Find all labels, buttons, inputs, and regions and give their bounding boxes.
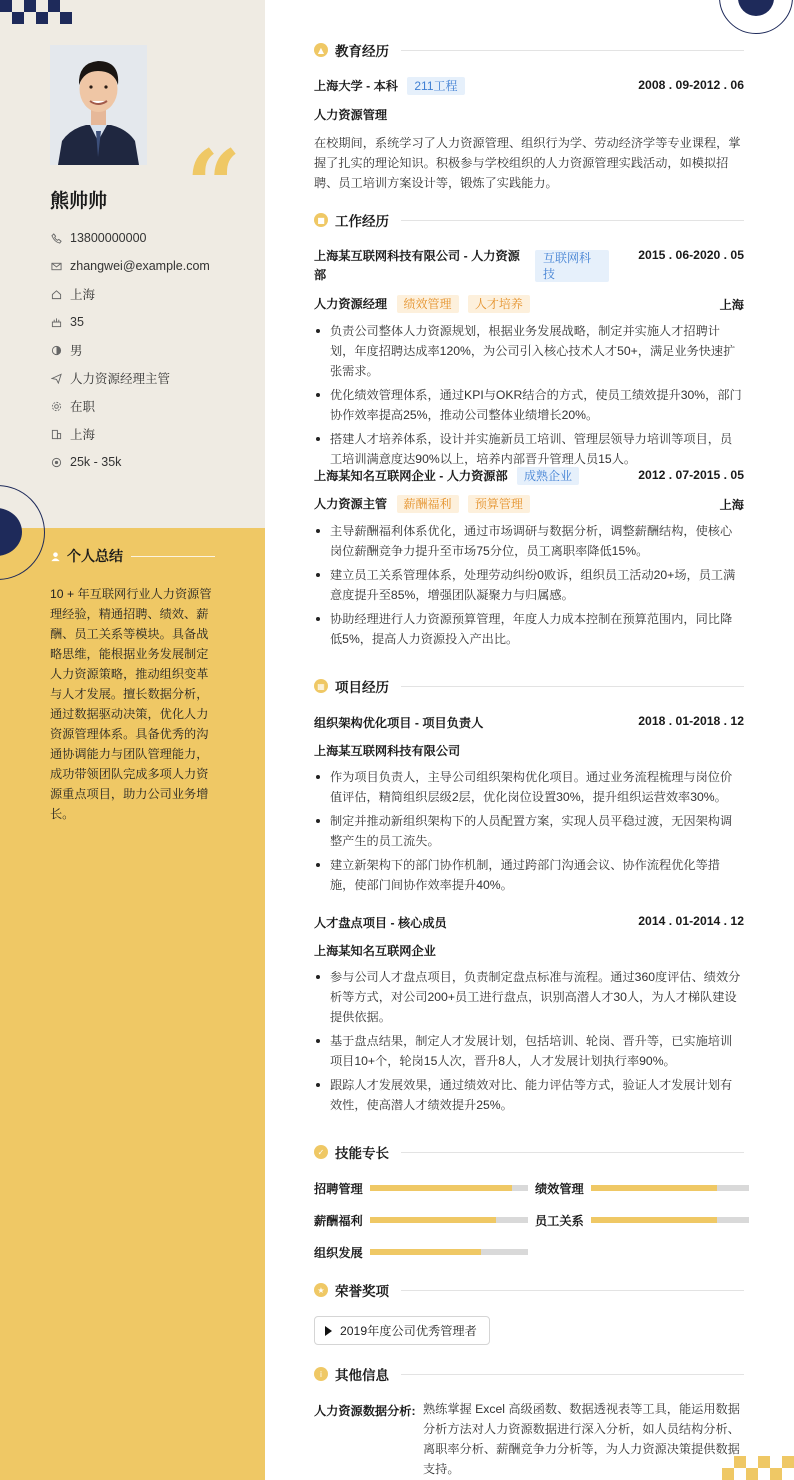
job-industry-tag: 成熟企业: [517, 467, 579, 485]
job-date: 2012 . 07-2015 . 05: [638, 468, 744, 482]
summary-divider: [131, 556, 215, 557]
building-icon: [50, 428, 62, 440]
location-text: 上海: [70, 288, 96, 302]
medal-icon: ★: [314, 1283, 328, 1297]
job-industry-tag: 互联网科技: [535, 250, 609, 282]
education-date: 2008 . 09-2012 . 06: [638, 78, 744, 92]
position-text: 人力资源经理主管: [70, 372, 171, 386]
skill-bar: [591, 1185, 749, 1191]
skill-label: 组织发展: [314, 1246, 363, 1260]
education-header: [314, 40, 744, 60]
coin-icon: [50, 456, 62, 468]
user-icon: [50, 547, 61, 566]
gender-text: 男: [70, 344, 83, 358]
awards-header: [314, 1280, 744, 1300]
list-item: 搭建人才培养体系，设计并实施新员工培训、管理层领导力培训等项目，员工培训满意度达90%以上，培养内部晋升管理人员15人。: [314, 429, 744, 469]
candidate-name: 熊帅帅: [50, 191, 108, 212]
section-divider: [401, 220, 744, 221]
job-position-row: [314, 495, 530, 513]
education-school-row: [314, 77, 465, 95]
project-duties: [314, 767, 744, 899]
thumbs-up-icon: ✓: [314, 1145, 328, 1159]
home-icon: [50, 288, 62, 300]
skill-label: 招聘管理: [314, 1182, 363, 1196]
briefcase-icon: ■: [314, 213, 328, 227]
education-major: 人力资源管理: [314, 108, 388, 122]
skill-bar-fill: [370, 1185, 512, 1191]
skill-bar-fill: [591, 1185, 717, 1191]
quote-mark-icon: “: [186, 129, 242, 242]
summary-text: 10 + 年互联网行业人力资源管理经验，精通招聘、绩效、薪酬、员工关系等模块。具备战略思维，能根据业务发展制定人力资源策略，推动组织变革与人才发展。擅长数据分析，通过数据驱动决策，优化人力资源管理体系。具备优秀的沟通协调能力与团队管理能力，成功带领团队完成多项人力资源重点项目，助力公司业务增长。: [50, 587, 212, 821]
graduation-icon: ▲: [314, 43, 328, 57]
info-position: [50, 364, 210, 392]
summary-title: 个人总结: [67, 548, 123, 564]
list-item: 建立员工关系管理体系，处理劳动纠纷0败诉，组织员工活动20+场，员工满意度提升至85%，增强团队凝聚力与归属感。: [314, 565, 744, 605]
skill-bar: [370, 1185, 528, 1191]
info-age: [50, 308, 210, 336]
skill-bar: [370, 1249, 528, 1255]
job-skill-tag: 绩效管理: [397, 295, 459, 313]
award-chip: [314, 1316, 490, 1345]
school-tag: 211工程: [407, 77, 464, 95]
project-name: 组织架构优化项目 - 项目负责人: [314, 716, 484, 730]
job-skill-tag: 人才培养: [468, 295, 530, 313]
checker-decoration: [0, 0, 80, 28]
job-position-row: [314, 295, 530, 313]
info-phone: [50, 224, 210, 252]
job-position: 人力资源主管: [314, 497, 388, 511]
info-salary: [50, 448, 210, 476]
awards-title: 荣誉奖项: [335, 1284, 389, 1299]
other-header: [314, 1364, 744, 1384]
play-icon: [325, 1326, 332, 1336]
job-company-row: [314, 467, 579, 485]
age-text: 35: [70, 315, 84, 329]
list-item: 优化绩效管理体系，通过KPI与OKR结合的方式，使员工绩效提升30%，部门协作效率提高25%，推动公司整体业绩增长20%。: [314, 385, 744, 425]
contact-info-list: [50, 224, 210, 476]
gender-icon: [50, 344, 62, 356]
job-duties: [314, 521, 744, 653]
list-item: 作为项目负责人，主导公司组织架构优化项目。通过业务流程梳理与岗位价值评估，精简组织层级2层，优化岗位设置30%，提升组织运营效率30%。: [314, 767, 744, 807]
project-name: 人才盘点项目 - 核心成员: [314, 916, 447, 930]
section-divider: [401, 1374, 744, 1375]
section-divider: [401, 50, 744, 51]
gear-icon: [50, 400, 62, 412]
list-item: 跟踪人才发展效果，通过绩效对比、能力评估等方式，验证人才发展计划有效性，使高潜人才绩效提升25%。: [314, 1075, 744, 1115]
profile-photo: [50, 45, 147, 165]
other-title: 其他信息: [335, 1368, 389, 1383]
job-position: 人力资源经理: [314, 297, 388, 311]
list-item: 协助经理进行人力资源预算管理，年度人力成本控制在预算范围内，同比降低5%，提高人力资源投入产出比。: [314, 609, 744, 649]
job-city: 上海: [719, 298, 744, 312]
cake-icon: [50, 316, 62, 328]
info-status: [50, 392, 210, 420]
skill-bar: [591, 1217, 749, 1223]
skill-label: 员工关系: [535, 1214, 584, 1228]
job-company: 上海某互联网科技有限公司 - 人力资源部: [314, 249, 520, 282]
skill-bar: [370, 1217, 528, 1223]
other-text: 熟练掌握 Excel 高级函数、数据透视表等工具，能运用数据分析方法对人力资源数据进行深入分析，如人员结构分析、离职率分析、薪酬竞争力分析等，为人力资源决策提供数据支持。: [423, 1402, 740, 1476]
send-icon: [50, 372, 62, 384]
phone-text: 13800000000: [70, 231, 147, 245]
list-item: 基于盘点结果，制定人才发展计划，包括培训、轮岗、晋升等，已实施培训项目10+个，轮岗15人次，晋升8人，人才发展计划执行率90%。: [314, 1031, 744, 1071]
section-divider: [401, 1152, 744, 1153]
job-company: 上海某知名互联网企业 - 人力资源部: [314, 469, 508, 483]
work-header: [314, 210, 744, 230]
award-text: 2019年度公司优秀管理者: [340, 1324, 477, 1338]
summary-header: [50, 546, 215, 566]
salary-text: 25k - 35k: [70, 455, 122, 469]
work-title: 工作经历: [335, 214, 389, 229]
skills-title: 技能专长: [335, 1146, 389, 1161]
list-item: 主导薪酬福利体系优化，通过市场调研与数据分析，调整薪酬结构，使核心岗位薪酬竞争力提升至市场75分位，员工离职率降低15%。: [314, 521, 744, 561]
skill-bar-fill: [370, 1249, 481, 1255]
job-skill-tag: 预算管理: [468, 495, 530, 513]
project-company: 上海某知名互联网企业: [314, 944, 436, 958]
info-city: [50, 420, 210, 448]
job-date: 2015 . 06-2020 . 05: [638, 248, 744, 262]
skill-bar-fill: [591, 1217, 717, 1223]
education-title: 教育经历: [335, 44, 389, 59]
section-divider: [401, 1290, 744, 1291]
info-icon: i: [314, 1367, 328, 1381]
project-date: 2014 . 01-2014 . 12: [638, 914, 744, 928]
projects-header: [314, 676, 744, 696]
grid-icon: ▦: [314, 679, 328, 693]
skills-header: [314, 1142, 744, 1162]
projects-title: 项目经历: [335, 680, 389, 695]
city-text: 上海: [70, 428, 96, 442]
email-text: zhangwei@example.com: [70, 259, 210, 273]
project-company: 上海某互联网科技有限公司: [314, 744, 461, 758]
mail-icon: [50, 260, 62, 272]
info-gender: [50, 336, 210, 364]
project-duties: [314, 967, 744, 1119]
info-location: [50, 280, 210, 308]
education-desc: 在校期间，系统学习了人力资源管理、组织行为学、劳动经济学等专业课程，掌握了扎实的理论知识。积极参与学校组织的人力资源管理实践活动，如模拟招聘、员工培训方案设计等，锻炼了实践能力。: [314, 136, 741, 190]
section-divider: [401, 686, 744, 687]
skill-label: 薪酬福利: [314, 1214, 363, 1228]
job-city: 上海: [719, 498, 744, 512]
skill-bar-fill: [370, 1217, 496, 1223]
list-item: 参与公司人才盘点项目，负责制定盘点标准与流程。通过360度评估、绩效分析等方式，对公司200+员工进行盘点，识别高潜人才30人，为人才梯队建设提供依据。: [314, 967, 744, 1027]
skill-label: 绩效管理: [535, 1182, 584, 1196]
school-name: 上海大学 - 本科: [314, 79, 398, 93]
info-email: [50, 252, 210, 280]
list-item: 建立新架构下的部门协作机制，通过跨部门沟通会议、协作流程优化等措施，使部门间协作效率提升40%。: [314, 855, 744, 895]
phone-icon: [50, 232, 62, 244]
list-item: 负责公司整体人力资源规划，根据业务发展战略，制定并实施人才招聘计划，年度招聘达成率120%，为公司引入核心技术人才50+，满足业务快速扩张需求。: [314, 321, 744, 381]
job-duties: [314, 321, 744, 473]
sidebar: [0, 0, 265, 1480]
status-text: 在职: [70, 400, 96, 414]
other-label: 人力资源数据分析:: [314, 1404, 416, 1418]
list-item: 制定并推动新组织架构下的人员配置方案，实现人员平稳过渡，无因架构调整产生的员工流失。: [314, 811, 744, 851]
job-skill-tag: 薪酬福利: [397, 495, 459, 513]
project-date: 2018 . 01-2018 . 12: [638, 714, 744, 728]
